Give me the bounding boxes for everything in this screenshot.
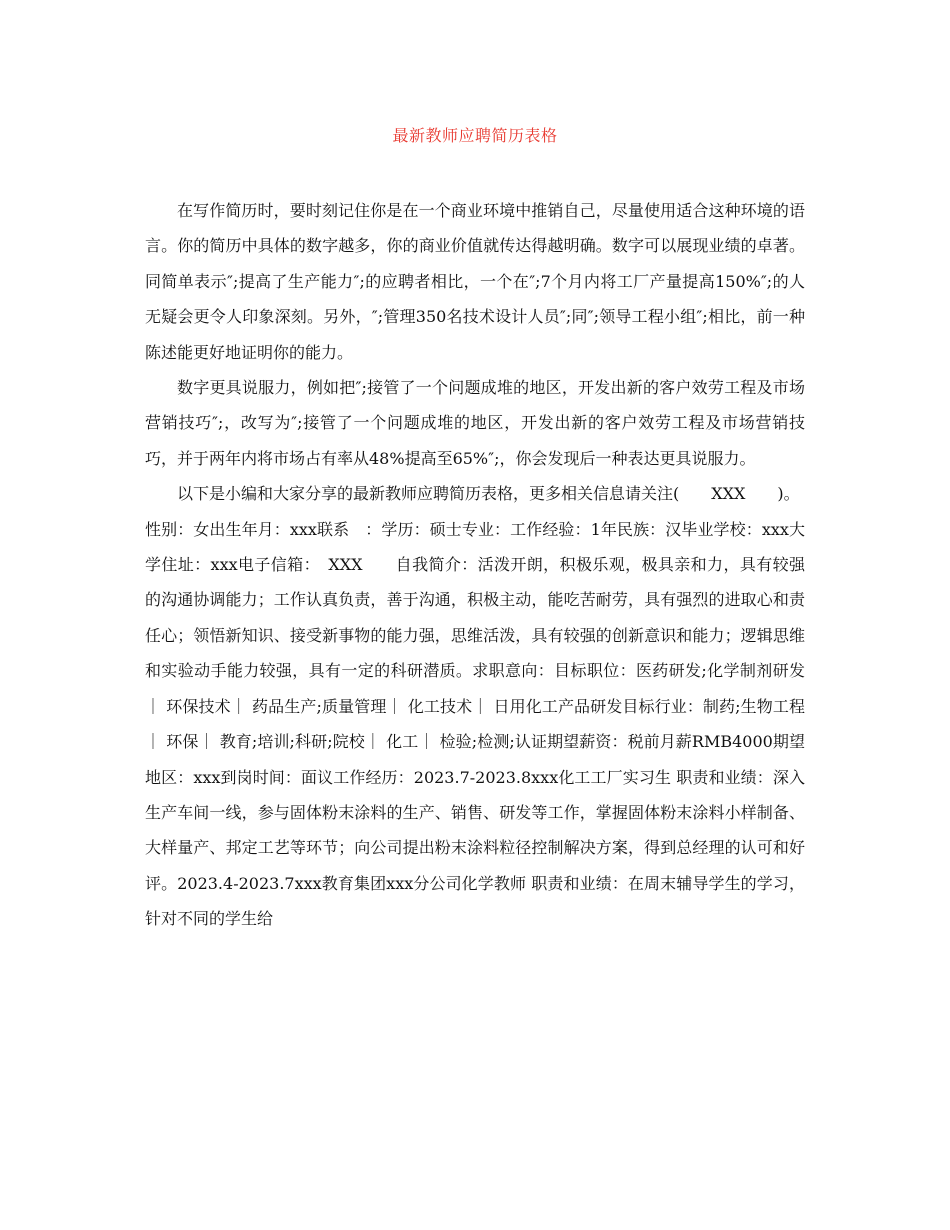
paragraph-intro: 在写作简历时，要时刻记住你是在一个商业环境中推销自己，尽量使用适合这种环境的语言。你的简历中具体的数字越多，你的商业价值就传达得越明确。数字可以展现业绩的卓著。同简单表示″;提高了生产能力″;的应聘者相比，一个在″;7个月内将工厂产量提高150%″;的人无疑会更令人印象深刻。另外，″;管理350名技术设计人员″;同″;领导工程小组″;相比，前一种陈述能更好地证明你的能力。 bbox=[145, 201, 805, 362]
paragraph-numbers: 数字更具说服力，例如把″;接管了一个问题成堆的地区，开发出新的客户效劳工程及市场营销技巧″;，改写为″;接管了一个问题成堆的地区，开发出新的客户效劳工程及市场营销技巧，并于两年内将市场占有率从48%提高至65%″;，你会发现后一种表达更具说服力。 bbox=[145, 378, 805, 468]
document-title: 最新教师应聘简历表格 bbox=[392, 126, 558, 145]
paragraph-resume-details: 性别：女出生年月：xxx联系 ：学历：硕士专业：工作经验：1年民族：汉毕业学校：xxx大学住址：xxx电子信箱： XXX 自我简介：活泼开朗，积极乐观，极具亲和力，具有较强的沟通协调能力；工作认真负责，善于沟通，积极主动，能吃苦耐劳，具有强烈的进取心和责任心；领悟新知识、接受新事物的能力强，思维活泼，具有较强的创新意识和能力；逻辑思维和实验动手能力较强，具有一定的科研潜质。求职意向：目标职位：医药研发;化学制剂研发｜ 环保技术｜ 药品生产;质量管理｜ 化工技术｜ 日用化工产品研发目标行业：制药;生物工程｜ 环保｜ 教育;培训;科研;院校｜ 化工｜ 检验;检测;认证期望薪资：税前月薪RMB4000期望地区：xxx到岗时间：面议工作经历：2023.7-2023.8xxx化工工厂实习生 职责和业绩：深入生产车间一线，参与固体粉末涂料的生产、销售、研发等工作，掌握固体粉末涂料小样制备、大样量产、邦定工艺等环节；向公司提出粉末涂料粒径控制解决方案，得到总经理的认可和好评。2023.4-2023.7xxx教育集团xxx分公司化学教师 职责和业绩：在周末辅导学生的学习，针对不同的学生给 bbox=[145, 519, 805, 929]
document-body bbox=[145, 193, 805, 937]
paragraph-share: 以下是小编和大家分享的最新教师应聘简历表格，更多相关信息请关注( XXX )。 bbox=[177, 484, 800, 504]
